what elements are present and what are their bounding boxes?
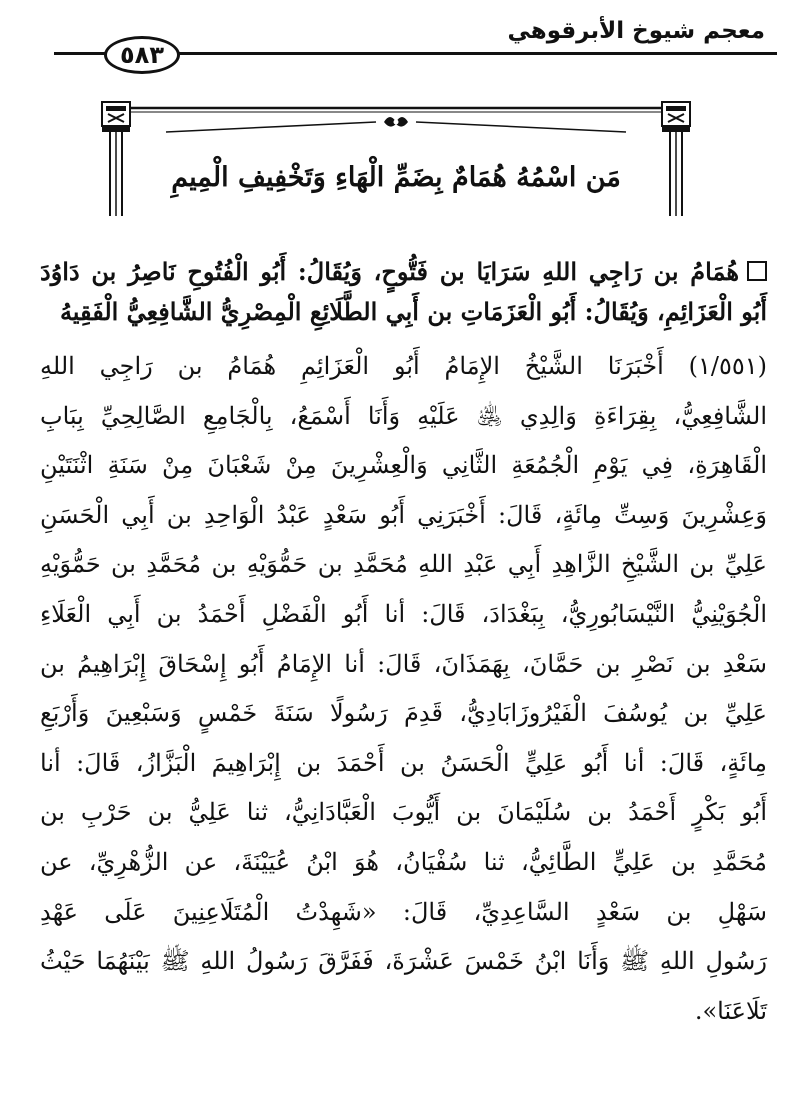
body-line: الْجُوَيْنِيُّ النَّيْسَابُورِيُّ، بِبَغْدَادَ، قَالَ: أنا أَبُو الْفَضْلِ أَحْمَدُ بن أَبِي الْعَلَاءِ [40,599,767,628]
body-line: (١/٥٥١) أَخْبَرَنَا الشَّيْخُ الإِمَامُ أَبُو الْعَزَائِمِ هُمَامُ بن رَاجِي اللهِ [40,352,767,380]
section-title: مَن اسْمُهُ هُمَامٌ بِضَمِّ الْهَاءِ وَتَخْفِيفِ الْمِيمِ [171,162,621,193]
body-line: سَعْدِ بن نَصْرِ بن حَمَّانَ، بِهَمَذَانَ، قَالَ: أنا الإِمَامُ أَبُو إِسْحَاقَ إِبْرَاهِيمُ بن [40,649,767,678]
body-line: وَعِشْرِينَ وَسِتِّ مِائَةٍ، قَالَ: أَخْبَرَنِي أَبُو سَعْدٍ عَبْدُ الْوَاحِدِ بن أَبِي الْحَسَنِ [40,500,767,529]
entry-heading [40,252,767,332]
body-line: تَلَاعَنَا». [694,996,767,1025]
ornamental-frame-icon [96,98,696,216]
square-bullet-icon [747,261,767,281]
page-number-oval [104,36,180,74]
heading-line: أَبُو الْعَزَائِمِ، وَيُقَالُ: أَبُو الْعَزَمَاتِ بن أَبِي الطَّلَائِعِ الْمِصْرِيُّ الشَّافِعِيُّ الْفَقِيهُ [59,297,767,326]
body-line: أَبُو بَكْرٍ أَحْمَدُ بن سُلَيْمَانَ بن أَيُّوبَ الْعَبَّادَانِيُّ، ثنا عَلِيُّ بن حَرْبِ بن [40,798,767,827]
section-title-frame [96,98,696,216]
heading-line: هُمَامُ بن رَاجِي اللهِ سَرَايَا بن فَتُّوحٍ، وَيُقَالُ: أَبُو الْفُتُوحِ نَاصِرُ بن دَاوُدَ [40,252,767,292]
body-line: سَهْلِ بن سَعْدٍ السَّاعِدِيِّ، قَالَ: «شَهِدْتُ الْمُتَلَاعِنِينَ عَلَى عَهْدِ [40,897,767,926]
page-header [0,0,807,80]
body-line: مِائَةٍ، قَالَ: أنا أَبُو عَلِيٍّ الْحَسَنُ بن أَحْمَدَ بن إِبْرَاهِيمَ الْبَزَّازُ، قَالَ: أنا [40,748,767,777]
body-line: الْقَاهِرَةِ، فِي يَوْمِ الْجُمُعَةِ الثَّانِي وَالْعِشْرِينَ مِنْ شَعْبَانَ مِنْ سَنَةِ اثْنَتَيْنِ [40,451,767,480]
body-line: عَلِيِّ بن الشَّيْخِ الزَّاهِدِ أَبِي عَبْدِ اللهِ مُحَمَّدِ بن حَمُّوَيْهِ بن مُحَمَّدِ بن حَمُّوَيْهِ [40,550,767,579]
running-title: معجم شيوخ الأبرقوهي [507,18,765,44]
body-line: رَسُولِ اللهِ ﷺ وَأَنَا ابْنُ خَمْسَ عَشْرَةَ، فَفَرَّقَ رَسُولُ اللهِ ﷺ بَيْنَهُمَا حَيْثُ [40,947,767,976]
hadith-body [40,342,767,1036]
body-line: عَلِيِّ بن يُوسُفَ الْفَيْرُوزَابَادِيُّ، قَدِمَ رَسُولًا سَنَةَ خَمْسٍ وَسَبْعِينَ وَأَرْبَعِ [40,699,767,728]
body-line: الشَّافِعِيُّ، بِقِرَاءَةِ وَالِدِي ﵁ عَلَيْهِ وَأَنَا أَسْمَعُ، بِالْجَامِعِ الصَّالِحِيِّ بِبَابِ [40,401,767,430]
body-line: مُحَمَّدِ بن عَلِيٍّ الطَّائِيُّ، ثنا سُفْيَانُ، هُوَ ابْنُ عُيَيْنَةَ، عن الزُّهْرِيِّ، عن [40,847,767,876]
page-number: ٥٨٣ [120,41,164,69]
